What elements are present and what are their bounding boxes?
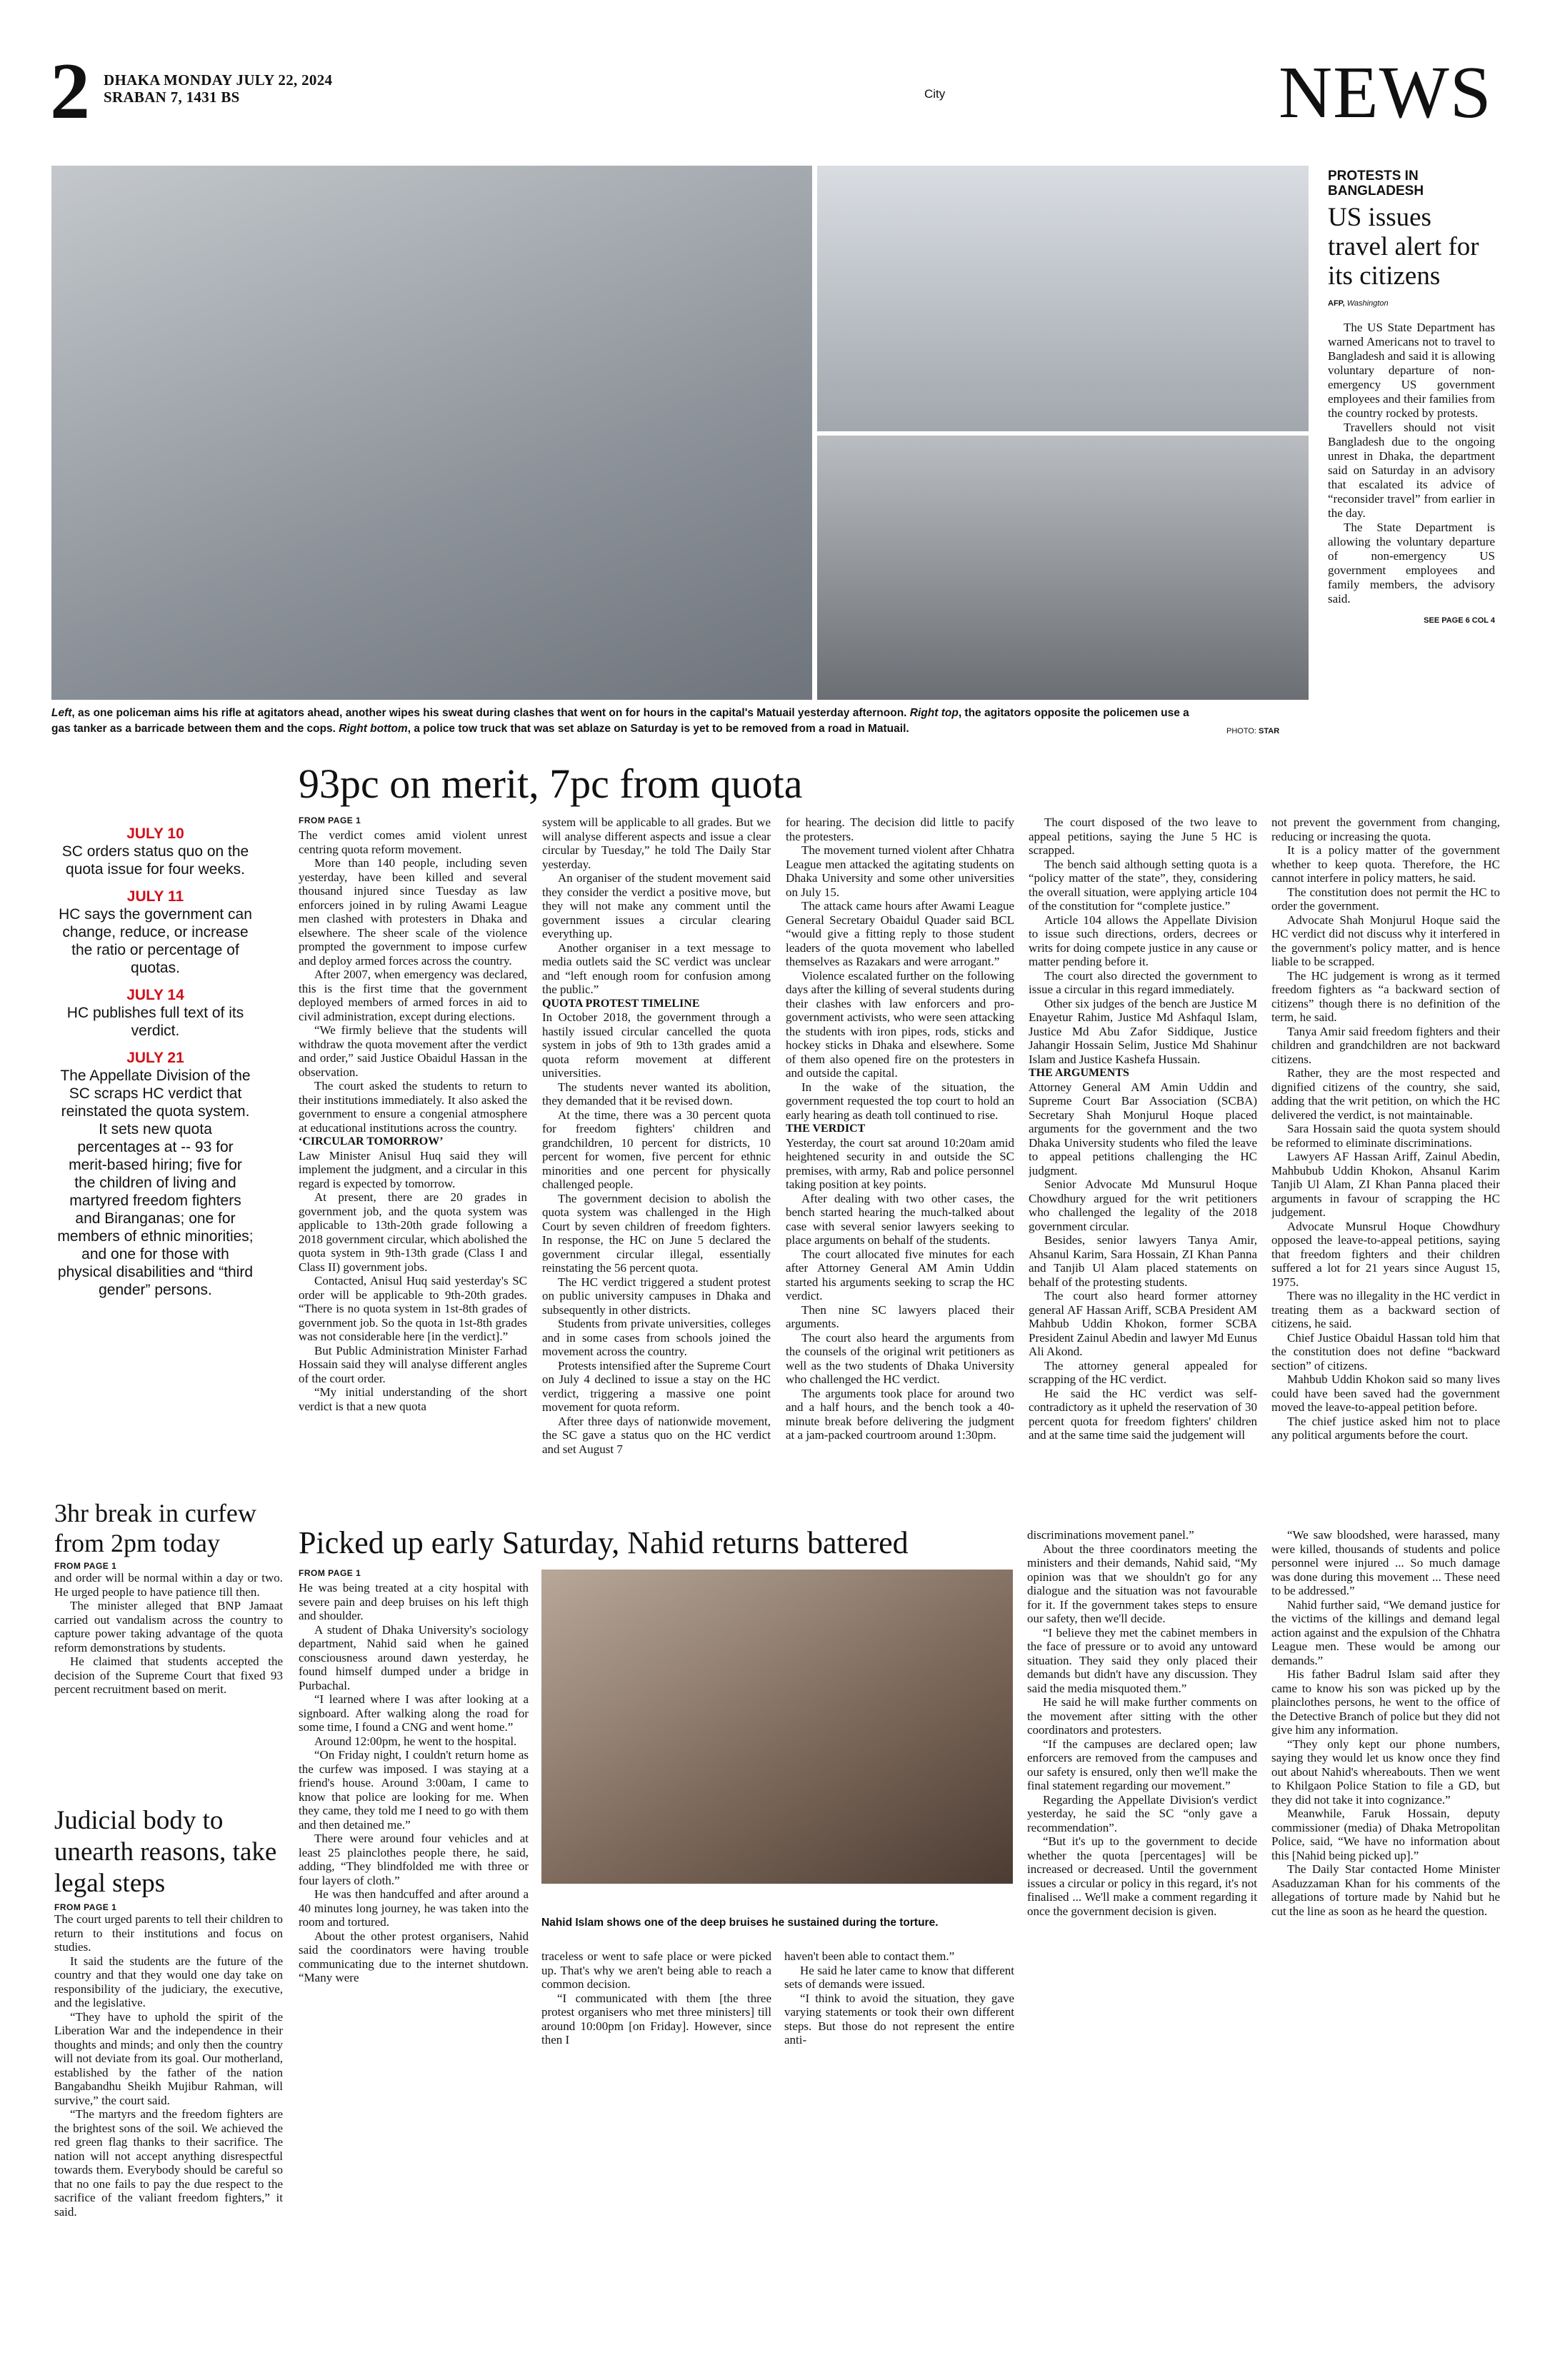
- paragraph: “If the campuses are declared open; law enforcers are removed from the campuses and our safety is ensured, only then we'll make the final statement regarding our movement.”: [1027, 1737, 1257, 1792]
- paragraph: The government decision to abolish the quota system was challenged in the High Court by seven children of freedom fighters. In response, the HC on June 5 declared the government circular illegal, essentially reinstating the 56 percent quota.: [542, 1191, 771, 1275]
- story-headline: Judicial body to unearth reasons, take legal steps: [54, 1806, 277, 1898]
- paragraph: The court disposed of the two leave to appeal petitions, saying the June 5 HC is scrapped.: [1029, 815, 1257, 857]
- paragraph: In the wake of the situation, the government requested the top court to hold an early hearing as death toll continued to rise.: [786, 1080, 1014, 1122]
- paragraph: The court also heard the arguments from the counsels of the original writ petitioners as well as the two students of Dhaka University who challenged the HC verdict.: [786, 1330, 1014, 1386]
- paragraph: Protests intensified after the Supreme Court on July 4 declined to issue a stay on the HC verdict, triggering a massive one point movement for quota reform.: [542, 1358, 771, 1414]
- curfew-story: [54, 1498, 283, 1697]
- paragraph: system will be applicable to all grades. But we will analyse different aspects and issue a clear circular by Tuesday,” he told The Daily Star yesterday.: [542, 815, 771, 871]
- paragraph: Violence escalated further on the following days after the killing of several students during their clashes with law enforcers and pro-government activists, who were seen attacking the students with iron pipes, rods, sticks and hockey sticks in Dhaka and elsewhere. Some of them also opened fire on the protesters in and outside the capital.: [786, 968, 1014, 1080]
- paragraph: At present, there are 20 grades in government job, and the quota system was applicable to 13th-20th grade following a 2018 government circular, which abolished the quota system in 9th-13th grade (Class I and Class II) government jobs.: [299, 1190, 527, 1274]
- paragraph: Mahbub Uddin Khokon said so many lives could have been saved had the government moved the leave-to-appeal petition before.: [1271, 1372, 1500, 1414]
- paragraph: He was then handcuffed and after around a 40 minutes long journey, he was taken into the room and tortured.: [299, 1887, 529, 1929]
- page-number: 2: [50, 47, 90, 136]
- main-headline: 93pc on merit, 7pc from quota: [299, 760, 803, 807]
- paragraph: The court allocated five minutes for each after Attorney General AM Amin Uddin started his arguments seeking to scrap the HC verdict.: [786, 1247, 1014, 1302]
- section-brand: NEWS: [1279, 51, 1492, 134]
- section-label: City: [924, 87, 946, 101]
- paragraph: The court urged parents to tell their children to return to their institutions and focus on studies.: [54, 1912, 283, 1954]
- paragraph: About the other protest organisers, Nahid said the coordinators were having trouble communicating due to the internet shutdown. “Many were: [299, 1929, 529, 1984]
- paragraph: Nahid further said, “We demand justice for the victims of the killings and demand legal action against and the expulsion of the Chhatra League men. These would be among our demands.”: [1271, 1597, 1500, 1667]
- paragraph: Besides, senior lawyers Tanya Amir, Ahsanul Karim, Sara Hossain, ZI Khan Panna and Tanjib Ul Alam placed statements on behalf of the protesting students.: [1029, 1233, 1257, 1289]
- paragraph: The chief justice asked him not to place any political arguments before the court.: [1271, 1414, 1500, 1442]
- nahid-column: [541, 1949, 771, 2209]
- paragraph: Lawyers AF Hassan Ariff, Zainul Abedin, Mahbubub Uddin Khokon, Ahsanul Karim Tanjib Ul Alam, ZI Khan Panna placed their arguments in favour of scrapping the HC judgement.: [1271, 1150, 1500, 1219]
- paragraph: “My initial understanding of the short verdict is that a new quota: [299, 1385, 527, 1413]
- paragraph: But Public Administration Minister Farhad Hossain said they will analyse different angles of the court order.: [299, 1343, 527, 1385]
- paragraph: “I communicated with them [the three protest organisers who met three ministers] till around 10:00pm [on Friday]. However, since then I: [541, 1991, 771, 2047]
- paragraph: Law Minister Anisul Huq said they will implement the judgment, and a circular in this regard is expected by tomorrow.: [299, 1148, 527, 1190]
- paragraph: The attorney general appealed for scrapping of the HC verdict.: [1029, 1358, 1257, 1386]
- subhead: QUOTA PROTEST TIMELINE: [542, 997, 700, 1010]
- paragraph: Rather, they are the most respected and dignified citizens of the country, she said, adding that the writ petition, on which the HC delivered the verdict, is not maintainable.: [1271, 1066, 1500, 1122]
- main-story-column: [542, 815, 771, 1511]
- bangla-date-line: SRABAN 7, 1431 BS: [104, 89, 240, 106]
- subhead: ‘CIRCULAR TOMORROW’: [299, 1135, 444, 1148]
- subhead: THE VERDICT: [786, 1123, 866, 1135]
- paragraph: The students never wanted its abolition, they demanded that it be revised down.: [542, 1080, 771, 1108]
- paragraph: “We firmly believe that the students will withdraw the quota movement after the verdict and order,” said Justice Obaidul Hassan in the observation.: [299, 1023, 527, 1079]
- paragraph: After 2007, when emergency was declared, this is the first time that the government deployed members of armed forces in aid to civil administration, except during elections.: [299, 968, 527, 1023]
- caption-segment: , a police tow truck that was set ablaze on Saturday is yet to be removed from a road in Matuail.: [407, 723, 909, 735]
- paragraph: After three days of nationwide movement, the SC gave a status quo on the HC verdict and set August 7: [542, 1414, 771, 1456]
- paragraph: His father Badrul Islam said after they came to know his son was picked up by the plainclothes persons, he went to the office of the Detective Branch of police but they did not give him any information.: [1271, 1667, 1500, 1737]
- nahid-photo-caption: Nahid Islam shows one of the deep bruises he sustained during the torture.: [541, 1917, 939, 1929]
- photo-caption: [51, 706, 1194, 737]
- paragraph: He said he will make further comments on the movement after sitting with the other coordinators and protesters.: [1027, 1695, 1257, 1737]
- from-page: FROM PAGE 1: [299, 1568, 361, 1578]
- subhead: THE ARGUMENTS: [1029, 1067, 1129, 1079]
- paragraph: Students from private universities, colleges and in some cases from schools joined the movement across the country.: [542, 1317, 771, 1358]
- paragraph: Yesterday, the court sat around 10:20am amid heightened security in and outside the SC premises, with army, Rab and police personnel taking position at key points.: [786, 1135, 1014, 1191]
- photo-left: [51, 166, 812, 700]
- paragraph: traceless or went to safe place or were picked up. That's why we aren't being able to reach a common decision.: [541, 1949, 771, 1991]
- timeline-date: JULY 14: [126, 987, 184, 1003]
- caption-segment: , the agitators opposite the policemen use a gas tanker as a barricade between them and the cops.: [51, 707, 1189, 735]
- photo-credit-label: PHOTO:: [1226, 727, 1256, 735]
- paragraph: Tanya Amir said freedom fighters and their children and grandchildren are not backward citizens.: [1271, 1024, 1500, 1066]
- paragraph: Another organiser in a text message to media outlets said the SC verdict was unclear and “left enough room for confusion among the public.”: [542, 940, 771, 996]
- paragraph: Around 12:00pm, he went to the hospital.: [314, 1734, 517, 1748]
- caption-segment: Left: [51, 707, 72, 719]
- photo-credit-name: STAR: [1259, 727, 1280, 735]
- paragraph: The verdict comes amid violent unrest centring quota reform movement.: [299, 828, 527, 856]
- photo-credit: [1226, 727, 1279, 735]
- paragraph: The HC judgement is wrong as it termed freedom fighters as “a backward section of citizens” though there is no definition of the term, he said.: [1271, 968, 1500, 1024]
- paragraph: The HC verdict triggered a student protest on public university campuses in Dhaka and subsequently in other districts.: [542, 1275, 771, 1317]
- paragraph: Regarding the Appellate Division's verdict yesterday, he said the SC “only gave a recommendation”.: [1027, 1792, 1257, 1834]
- paragraph: The constitution does not permit the HC to order the government.: [1271, 885, 1500, 913]
- date-line: DHAKA MONDAY JULY 22, 2024: [104, 71, 333, 89]
- paragraph: “The martyrs and the freedom fighters are the brightest sons of the soil. We achieved the red green flag thanks to their sacrifice. The nation will not accept anything disrespectful towards them. Everybody should be careful so that no one fails to pay the due respect to the sacrifice of the valiant freedom fighters,” it said.: [54, 2107, 283, 2219]
- photo-right-top: [817, 166, 1309, 431]
- paragraph: Meanwhile, Faruk Hossain, deputy commissioner (media) of Dhaka Metropolitan Police, said, “We have no information about this [Nahid being picked up].”: [1271, 1807, 1500, 1862]
- paragraph: for hearing. The decision did little to pacify the protesters.: [786, 815, 1014, 843]
- story-headline: 3hr break in curfew from 2pm today: [54, 1499, 256, 1557]
- nahid-column: [1027, 1528, 1257, 2214]
- nahid-column: [784, 1949, 1014, 2209]
- timeline-date: JULY 11: [126, 888, 184, 905]
- timeline-text: HC says the government can change, reduce, or increase the ratio or percentage of quotas.: [59, 906, 252, 976]
- paragraph: “But it's up to the government to decide whether the quota [percentages] will be increased or decreased. Until the government issues a circular or policy in this regard, it's not finalised ... We'll make a comment regarding it once the government decision is given.: [1027, 1834, 1257, 1918]
- paragraph: It said the students are the future of the country and that they would one day take on responsibility of the judiciary, the executive, and the legislative.: [54, 1954, 283, 2009]
- paragraph: “We saw bloodshed, were harassed, many were killed, thousands of students and police personnel were injured ... So much damage was done during this movement ... These need to be addressed.”: [1271, 1528, 1500, 1597]
- caption-segment: , as one policeman aims his rifle at agitators ahead, another wipes his sweat during clashes that went on for hours in the capital's Matuail yesterday afternoon.: [71, 707, 910, 719]
- dateline: Washington: [1346, 299, 1389, 308]
- paragraph: Advocate Munsrul Hoque Chowdhury opposed the leave-to-appeal petitions, saying that freedom fighters and their children suffered a lot for 21 years since August 15, 1975.: [1271, 1219, 1500, 1289]
- paragraph: He said he later came to know that different sets of demands were issued.: [784, 1963, 1014, 1991]
- paragraph: “They have to uphold the spirit of the Liberation War and the independence in their thoughts and minds; and only then the country will not deviate from its goal. Our motherland, established by the father of the nation Bangabandhu Sheikh Mujibur Rahman, will survive,” the court said.: [54, 2009, 283, 2107]
- byline-agency: AFP,: [1328, 299, 1345, 308]
- timeline-date: JULY 21: [126, 1050, 184, 1066]
- photo-right-bottom: [817, 436, 1309, 700]
- nahid-column: [299, 1581, 529, 2209]
- paragraph: In October 2018, the government through a hastily issued circular cancelled the quota system in jobs of 9th to 13th grades amid a quota reform movement at different universities.: [542, 1010, 771, 1080]
- paragraph: The State Department is allowing the voluntary departure of non-emergency US government employees and family members, the advisory said.: [1328, 521, 1495, 606]
- story-headline: US issues travel alert for its citizens: [1328, 203, 1479, 291]
- jump-line: SEE PAGE 6 COL 4: [1424, 616, 1495, 625]
- paragraph: “I think to avoid the situation, they gave varying statements or took their own different steps. But those do not represent the entire anti-: [784, 1991, 1014, 2047]
- paragraph: not prevent the government from changing, reducing or increasing the quota.: [1271, 815, 1500, 843]
- paragraph: Senior Advocate Md Munsurul Hoque Chowdhury argued for the writ petitioners who challenged the legality of the 2018 government circular.: [1029, 1178, 1257, 1233]
- paragraph: He was being treated at a city hospital with severe pain and deep bruises on his left thigh and shoulder.: [299, 1581, 529, 1622]
- paragraph: The Daily Star contacted Home Minister Asaduzzaman Khan for his comments of the allegations of torture made by Nahid but he cut the line as soon as he heard the question.: [1271, 1862, 1500, 1918]
- top-photo-collage: [51, 166, 1309, 700]
- main-story-column: [1271, 815, 1500, 1511]
- paragraph: Chief Justice Obaidul Hassan told him that the constitution does not define “backward section” of citizens.: [1271, 1330, 1500, 1372]
- paragraph: After dealing with two other cases, the bench started hearing the much-talked about case with several senior lawyers seeking to place arguments on behalf of the students.: [786, 1191, 1014, 1247]
- nahid-photo: [541, 1570, 1013, 1884]
- from-page: FROM PAGE 1: [54, 1561, 117, 1571]
- paragraph: More than 140 people, including seven yesterday, have been killed and several thousand injured since Tuesday as law enforcers joined in by ruling Awami League men clashed with protesters in Dhaka and elsewhere. The sheer scale of the violence prompted the government to impose curfew and deploy armed forces across the country.: [299, 856, 527, 968]
- paragraph: Travellers should not visit Bangladesh due to the ongoing unrest in Dhaka, the department said on Saturday in an advisory that escalated its advice of “reconsider travel” from earlier in the day.: [1328, 421, 1495, 520]
- paragraph: The court also heard former attorney general AF Hassan Ariff, SCBA President AM Mahbub Uddin Khokon, former SCBA President Zainul Abedin and lawyer Md Eunus Ali Akond.: [1029, 1289, 1257, 1358]
- paragraph: An organiser of the student movement said they consider the verdict a positive move, but they will not make any comment until the government issues a circular clearing everything up.: [542, 871, 771, 940]
- paragraph: The US State Department has warned Americans not to travel to Bangladesh and said it is allowing voluntary departure of non-emergency US government employees and their families from the country rocked by protests.: [1328, 321, 1495, 420]
- paragraph: About the three coordinators meeting the ministers and their demands, Nahid said, “My opinion was that we shouldn't go for any dialogue and the situation was not favourable for it. If the government takes steps to ensure our safety, then we'll decide.: [1027, 1542, 1257, 1625]
- paragraph: Then nine SC lawyers placed their arguments.: [786, 1302, 1014, 1330]
- paragraph: The bench said although setting quota is a “policy matter of the state”, they, considering the overall situation, were applying article 104 of the constitution for “complete justice.”: [1029, 857, 1257, 913]
- timeline-text: The Appellate Division of the SC scraps HC verdict that reinstated the quota system. It sets new quota percentages at -- 93 for merit-based hiring; five for the children of living and martyred freedom fighters and Biranganas; one for members of ethnic minorities; and one for those with physical disabilities and “third gender” persons.: [57, 1068, 254, 1298]
- paragraph: The attack came hours after Awami League General Secretary Obaidul Quader said BCL “would give a fitting reply to those student leaders of the quota movement who labelled themselves as Razakars and were arrogant.”: [786, 899, 1014, 968]
- paragraph: “On Friday night, I couldn't return home as the curfew was imposed. I was staying at a friend's house. Around 3:00am, I came to know that police are looking for me. When they came, they told me I need to go with them and then detained me.”: [299, 1748, 529, 1832]
- story-kicker: PROTESTS IN BANGLADESH: [1328, 169, 1424, 199]
- main-story-column: [786, 815, 1014, 1511]
- story-body: [54, 1571, 283, 1697]
- paragraph: Article 104 allows the Appellate Division to issue such directions, orders, decrees or writs for doing compete justice in any cause or matter pending before it.: [1029, 913, 1257, 968]
- paragraph: At the time, there was a 30 percent quota for freedom fighters' children and grandchildren, 10 percent for districts, 10 percent for women, five percent for ethnic minorities and one percent for physically challenged people.: [542, 1108, 771, 1191]
- paragraph: Sara Hossain said the quota system should be reformed to eliminate discriminations.: [1271, 1122, 1500, 1150]
- paragraph: There were around four vehicles and at least 25 plainclothes people there, he said, adding, “They blindfolded me with three or four layers of cloth.”: [299, 1832, 529, 1887]
- main-story-column: [299, 828, 527, 1511]
- nahid-headline: Picked up early Saturday, Nahid returns battered: [299, 1525, 909, 1560]
- timeline-text: SC orders status quo on the quota issue for four weeks.: [61, 843, 249, 878]
- caption-segment: Right bottom: [339, 723, 408, 735]
- paragraph: “I learned where I was after looking at a signboard. After walking along the road for some time, I found a CNG and went home.”: [299, 1692, 529, 1734]
- story-body: [1328, 321, 1495, 606]
- from-page: FROM PAGE 1: [54, 1902, 117, 1912]
- caption-segment: Right top: [909, 707, 959, 719]
- paragraph: The court also directed the government to issue a circular in this regard immediately.: [1029, 968, 1257, 996]
- paragraph: The minister alleged that BNP Jamaat carried out vandalism across the country to capture power taking advantage of the quota reform demonstrations by students.: [54, 1599, 283, 1655]
- paragraph: Advocate Shah Monjurul Hoque said the HC verdict did not discuss why it interfered in the government's policy matter, and is hence liable to be scrapped.: [1271, 913, 1500, 968]
- story-body: [54, 1912, 283, 2219]
- paragraph: Attorney General AM Amin Uddin and Supreme Court Bar Association (SCBA) Secretary Shah Monjurul Hoque placed arguments for the government and the two Dhaka University students who filed the leave to appeal petitions challenging the HC judgment.: [1029, 1080, 1257, 1178]
- paragraph: A student of Dhaka University's sociology department, Nahid said when he gained consciousness around dawn yesterday, he found himself dumped under a bridge in Purbachal.: [299, 1622, 529, 1692]
- quota-timeline: [57, 815, 254, 1299]
- paragraph: haven't been able to contact them.”: [784, 1949, 955, 1963]
- timeline-date: JULY 10: [126, 825, 184, 842]
- paragraph: The court asked the students to return to their institutions immediately. It also asked the government to ensure a congenial atmosphere at educational institutions across the country.: [299, 1079, 527, 1135]
- paragraph: Other six judges of the bench are Justice M Enayetur Rahim, Justice Md Ashfaqul Islam, Justice Md Abu Zafor Siddique, Justice Jahangir Hossain Selim, Justice Md Shahinur Islam and Justice Kashefa Hussain.: [1029, 996, 1257, 1066]
- paragraph: There was no illegality in the HC verdict in treating them as a backward section of citizens, he said.: [1271, 1289, 1500, 1330]
- timeline-text: HC publishes full text of its verdict.: [66, 1005, 244, 1039]
- main-story-column: [1029, 815, 1257, 1511]
- paragraph: and order will be normal within a day or two. He urged people to have patience till then.: [54, 1571, 283, 1599]
- paragraph: “They only kept our phone numbers, saying they would let us know once they find out about Nahid's whereabouts. Then we went to Khilgaon Police Station to file a GD, but they did not take it into cognizance.”: [1271, 1737, 1500, 1807]
- paragraph: discriminations movement panel.”: [1027, 1528, 1194, 1542]
- judicial-story: [54, 1805, 283, 2219]
- paragraph: Contacted, Anisul Huq said yesterday's SC order will be applicable to 9th-20th grades. “There is no quota system in 1st-8th grades of government job. So the quota in 1st-8th grades was not considerable here [in the verdict].”: [299, 1274, 527, 1343]
- paragraph: He claimed that students accepted the decision of the Supreme Court that fixed 93 percent recruitment based on merit.: [54, 1655, 283, 1696]
- paragraph: He said the HC verdict was self-contradictory as it upheld the reservation of 30 percent quota for freedom fighters' children and at the same time said the judgement will: [1029, 1386, 1257, 1442]
- nahid-column: [1271, 1528, 1500, 2214]
- byline: [1328, 299, 1495, 308]
- travel-alert-story: [1328, 169, 1495, 625]
- paragraph: It is a policy matter of the government whether to keep quota. Therefore, the HC cannot interfere in policy matters, he said.: [1271, 843, 1500, 885]
- paragraph: “I believe they met the cabinet members in the face of pressure or to avoid any untoward situation. They said they only placed their demands but didn't have any discussion. They said the media misquoted them.”: [1027, 1625, 1257, 1695]
- paragraph: The movement turned violent after Chhatra League men attacked the agitating students on Dhaka University and some other universities on July 15.: [786, 843, 1014, 899]
- paragraph: The arguments took place for around two and a half hours, and the bench took a 40-minute break before delivering the judgment at a jam-packed courtroom around 1:30pm.: [786, 1386, 1014, 1442]
- from-page: FROM PAGE 1: [299, 815, 361, 825]
